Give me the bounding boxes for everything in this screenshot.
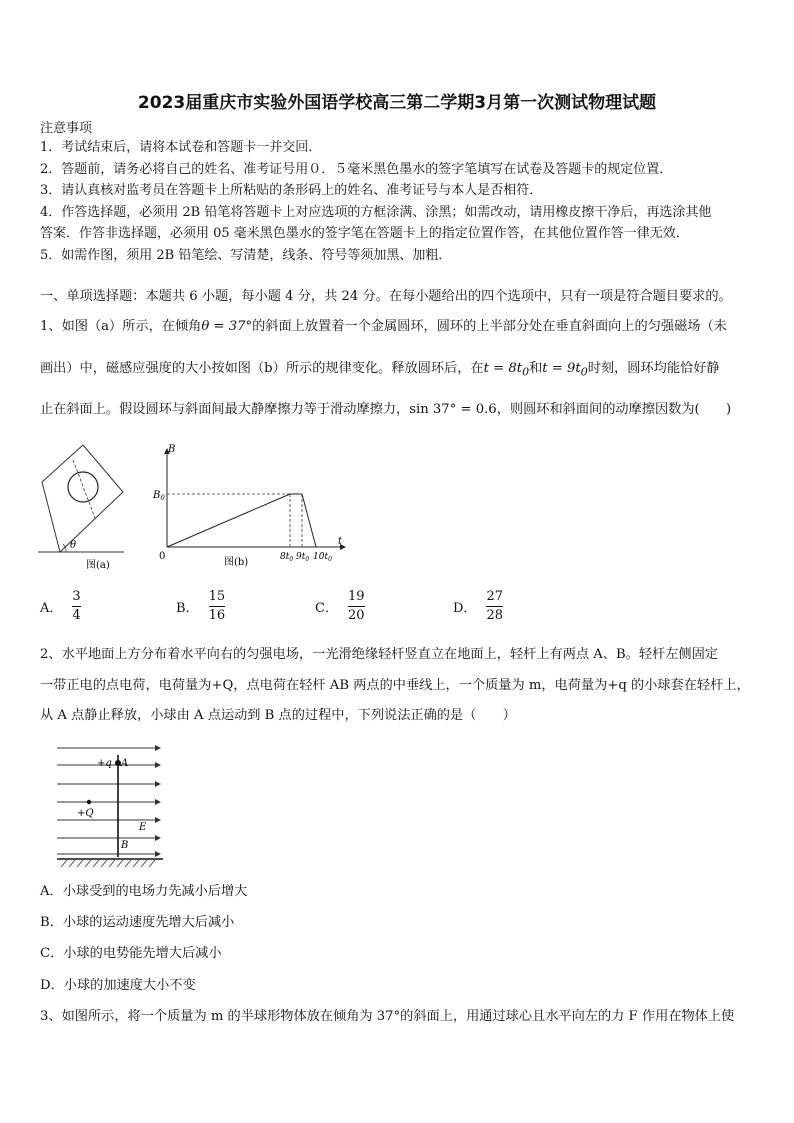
question-1-line-1 — [40, 318, 727, 336]
charge-q-label: +q — [97, 758, 112, 769]
point-a-label: A — [121, 758, 129, 769]
text: 止在斜面上。假设圆环与斜面间最大静摩擦力等于滑动摩擦力， — [40, 402, 410, 417]
y-axis-label: B — [168, 444, 176, 455]
charge-Q-label: +Q — [77, 808, 94, 819]
question-3-line-1: 3、如图所示，将一个质量为 m 的半球形物体放在倾角为 37°的斜面上，用通过球心且水平向左的力 F 作用在物体上使 — [40, 1009, 735, 1024]
notice-item: 1．考试结束后，请将本试卷和答题卡一并交回． — [40, 140, 322, 155]
field-e-label: E — [139, 822, 147, 833]
text: 1、如图（a）所示，在倾角 — [40, 319, 202, 334]
figure-a-caption: 图(a) — [86, 560, 110, 570]
figure-b-graph — [150, 440, 350, 570]
notice-item: 3．请认真核对监考员在答题卡上所粘贴的条形码上的姓名、准考证号与本人是否相符． — [40, 183, 543, 198]
x-axis-label: t — [338, 536, 343, 547]
denominator: 28 — [486, 608, 503, 623]
q1-option-c[interactable] — [315, 588, 365, 625]
q2-option-c[interactable]: C．小球的电势能先增大后减小 — [40, 946, 222, 961]
q1-option-d[interactable] — [453, 588, 503, 625]
numerator: 27 — [486, 589, 503, 604]
tick-8t0: $8t_0$ — [280, 552, 294, 563]
math-time: t = 9t — [542, 361, 581, 376]
notice-heading: 注意事项 — [40, 121, 93, 136]
option-fraction — [209, 588, 226, 625]
denominator: 4 — [72, 608, 81, 623]
option-letter: B． — [176, 601, 199, 616]
math-angle: θ = 37° — [201, 319, 253, 334]
figure-a-incline — [38, 440, 128, 570]
option-fraction — [486, 588, 503, 625]
notice-item: 4．作答选择题，必须用 2B 铅笔将答题卡上对应选项的方框涂满、涂黑；如需改动，请用橡皮擦干净后，再选涂其他 — [40, 205, 712, 220]
text: 的斜面上放置着一个金属圆环，圆环的上半部分处在垂直斜面向上的匀强磁场（未 — [252, 319, 727, 334]
question-1-line-2 — [40, 360, 720, 382]
notice-item: 5．如需作图，须用 2B 铅笔绘、写清楚，线条、符号等须加黑、加粗． — [40, 248, 452, 263]
b0-label: $B_0$ — [153, 490, 165, 502]
question-2-line-3: 从 A 点静止释放，小球由 A 点运动到 B 点的过程中，下列说法正确的是（ ） — [40, 708, 516, 723]
q2-option-a[interactable]: A．小球受到的电场力先减小后增大 — [40, 884, 248, 899]
tick-9t0: $9t_0$ — [296, 552, 310, 563]
denominator: 20 — [347, 608, 365, 623]
math-sine: sin 37° = 0.6 — [409, 402, 497, 417]
option-fraction — [72, 588, 80, 625]
q1-option-a[interactable] — [40, 588, 81, 625]
origin-label: 0 — [159, 551, 166, 562]
figure-b-caption: 图(b) — [224, 557, 249, 568]
q2-option-d[interactable]: D．小球的加速度大小不变 — [40, 978, 196, 993]
text: ，则圆环和斜面间的动摩擦因数为( ) — [496, 402, 732, 417]
page-title: 2023届重庆市实验外国语学校高三第二学期3月第一次测试物理试题 — [137, 93, 657, 113]
numerator: 3 — [72, 589, 81, 604]
math-time: t = 8t — [483, 361, 523, 376]
numerator: 19 — [347, 589, 365, 604]
denominator: 16 — [208, 608, 226, 623]
tick-10t0: $10t_0$ — [313, 552, 332, 563]
q1-option-b[interactable] — [176, 588, 225, 625]
notice-item: 2．答题前，请务必将自己的姓名、准考证号用０．５毫米黑色墨水的签字笔填写在试卷及答题卡的规定位置． — [40, 162, 673, 177]
notice-item: 答案．作答非选择题，必须用 05 毫米黑色墨水的签字笔在答题卡上的指定位置作答，在其他位置作答一律无效． — [40, 226, 689, 241]
option-letter: A． — [40, 601, 63, 616]
option-letter: C． — [315, 601, 338, 616]
option-fraction — [348, 588, 365, 625]
text: 时刻，圆环均能恰好静 — [587, 361, 720, 376]
point-b-label: B — [121, 840, 129, 851]
figure-q2-field — [55, 745, 170, 870]
numerator: 15 — [208, 589, 226, 604]
section-heading: 一、单项选择题：本题共 6 小题，每小题 4 分，共 24 分。在每小题给出的四个选项中，只有一项是符合题目要求的。 — [40, 289, 732, 304]
q2-option-b[interactable]: B．小球的运动速度先增大后减小 — [40, 915, 235, 930]
math-subscript: 0 — [580, 365, 588, 379]
math-subscript: 0 — [522, 365, 530, 379]
text: 画出）中，磁感应强度的大小按如图（b）所示的规律变化。释放圆环后，在 — [40, 361, 484, 376]
question-1-line-3 — [40, 401, 731, 419]
option-letter: D． — [453, 601, 477, 616]
theta-label: θ — [70, 540, 77, 551]
question-2-line-2: 一带正电的点电荷，电荷量为+Q，点电荷在轻杆 AB 两点的中垂线上，一个质量为 m，电荷量为+q 的小球套在轻杆上， — [40, 678, 750, 693]
question-2-line-1: 2、水平地面上方分布着水平向右的匀强电场，一光滑绝缘轻杆竖直立在地面上，轻杆上有两点 A、B。轻杆左侧固定 — [40, 647, 718, 662]
text: 和 — [529, 361, 543, 376]
